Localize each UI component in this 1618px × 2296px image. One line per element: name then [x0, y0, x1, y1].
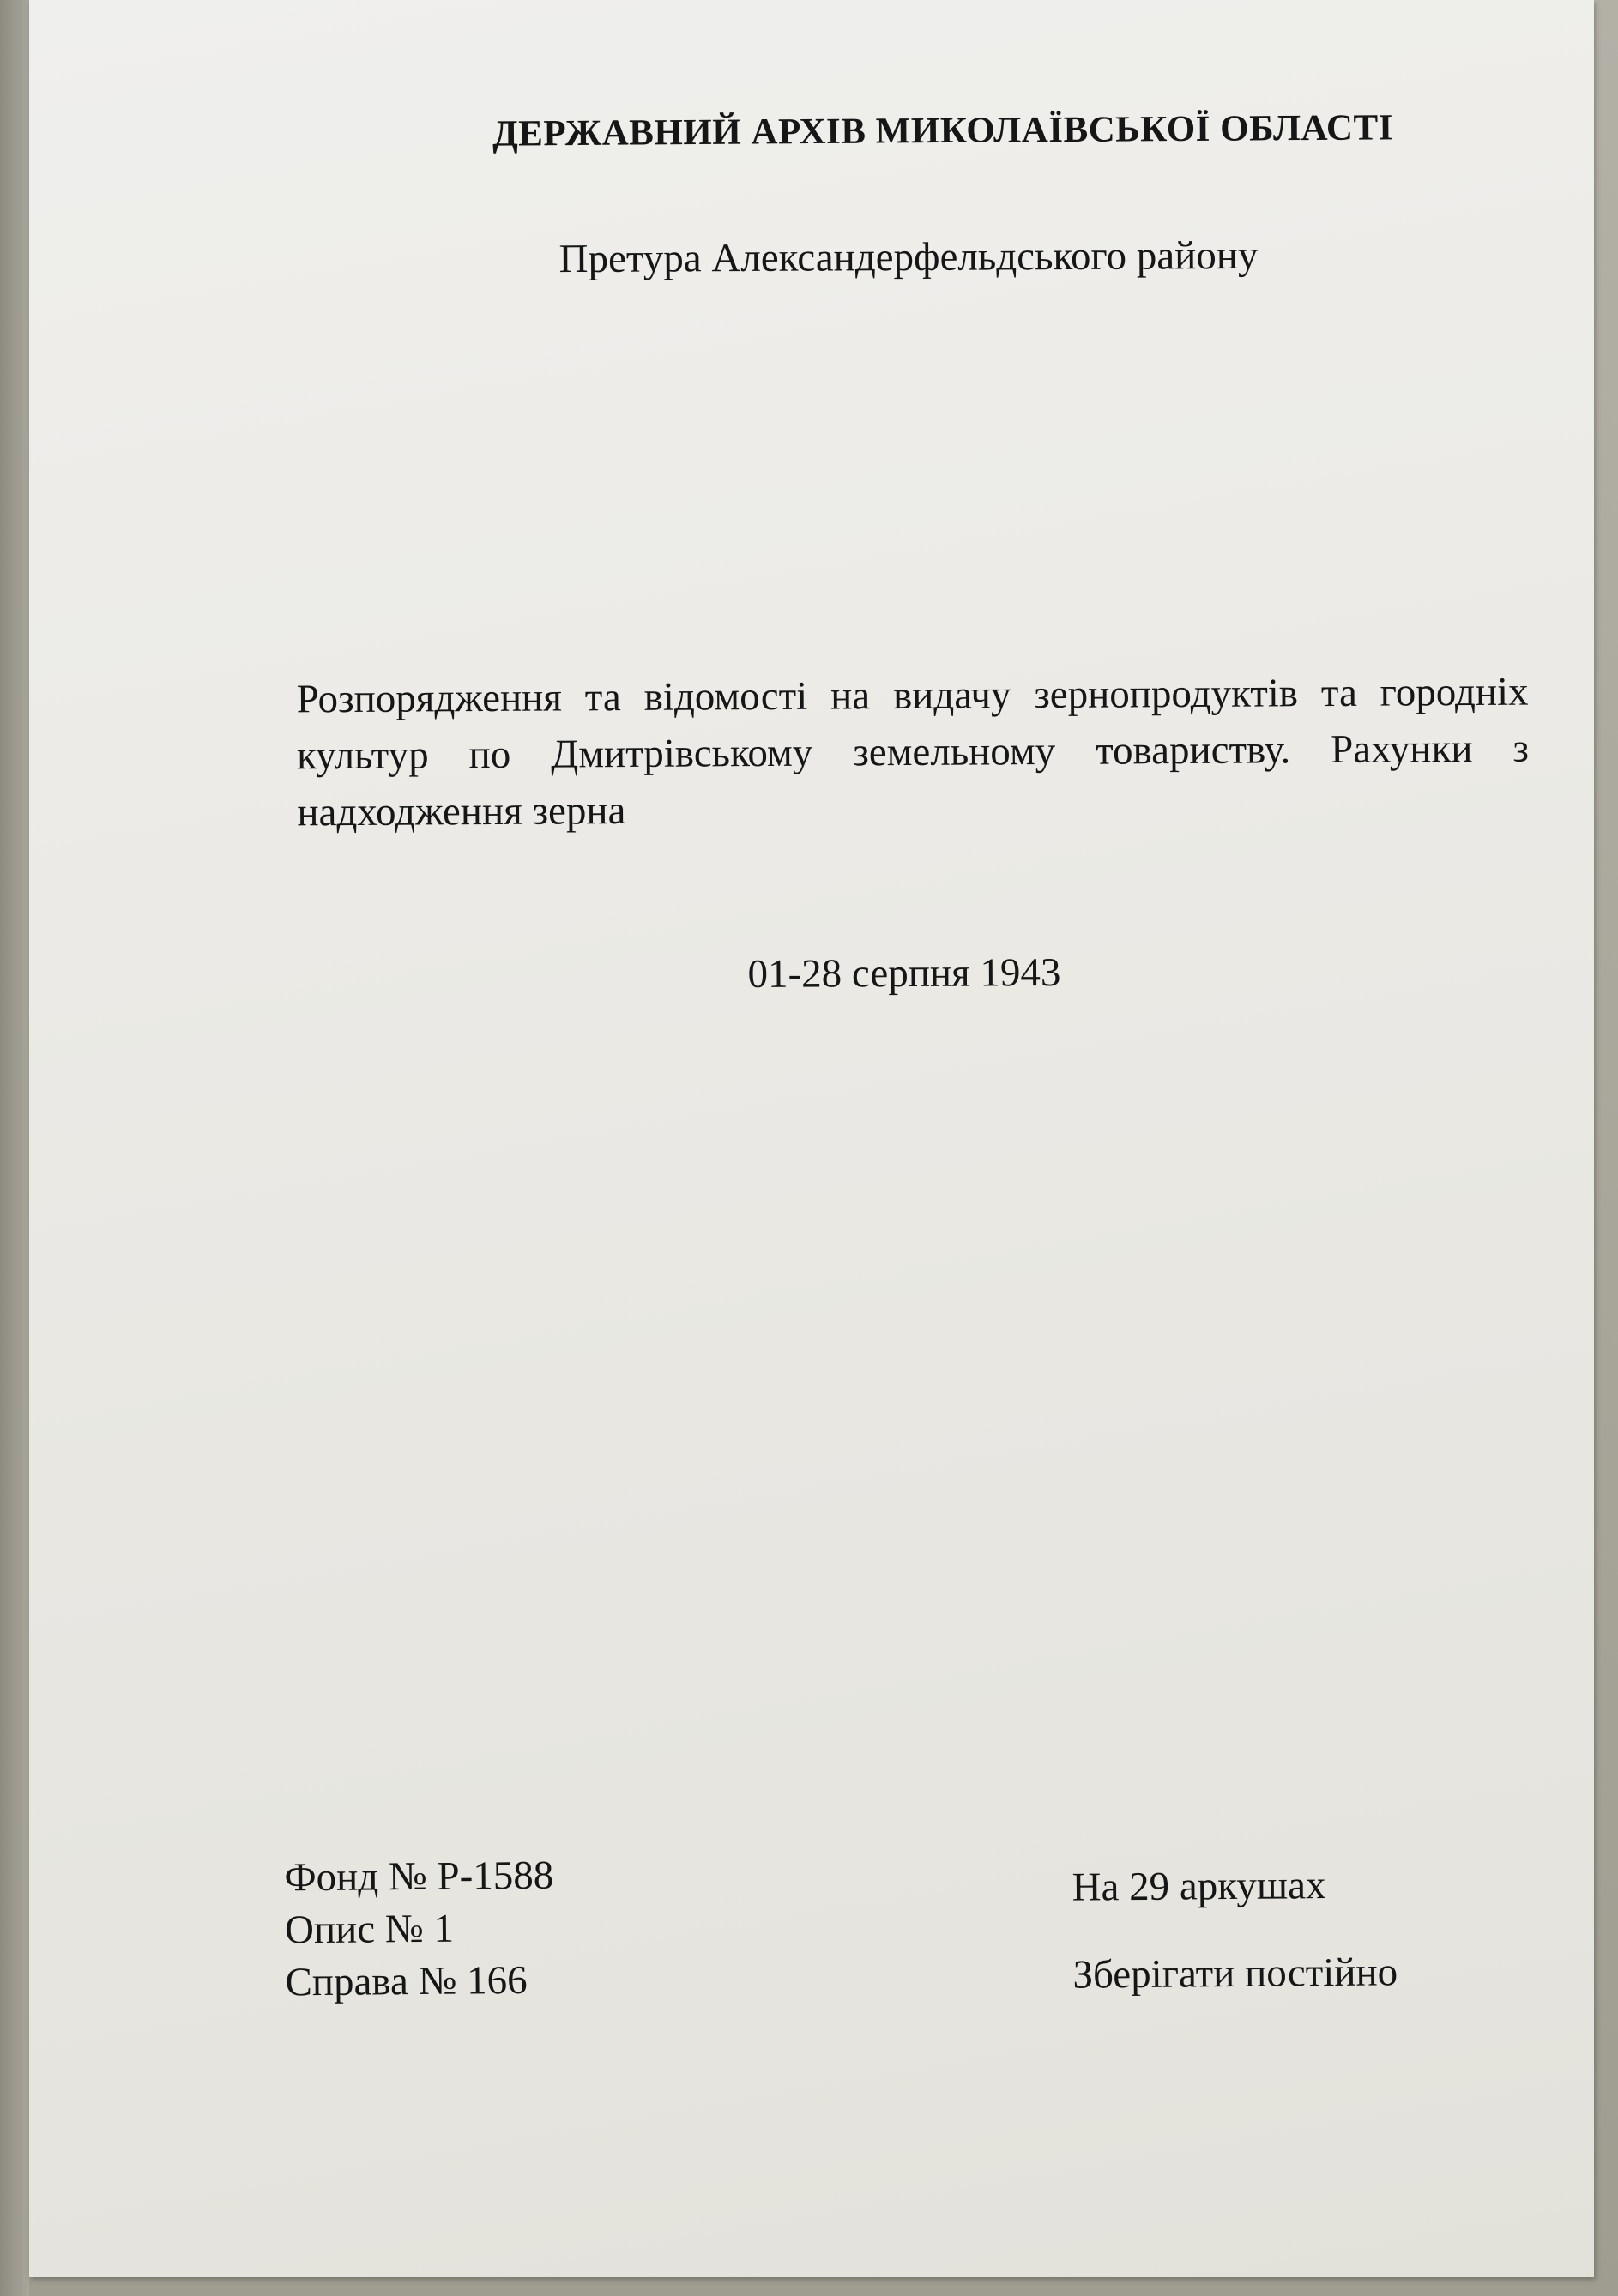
date-range: 01-28 серпня 1943: [747, 950, 1061, 997]
archive-cover-page: [29, 0, 1594, 2277]
storage-info-block: [1072, 1861, 1398, 1998]
retention-note: Зберігати постійно: [1072, 1949, 1398, 1998]
sheet-count: На 29 аркушах: [1072, 1863, 1326, 1910]
inventory-number: Опис № 1: [284, 1906, 455, 1953]
case-description: Розпорядження та відомості на видачу зернопродуктів та городніх культур по Дмитрівському земельному товариству. Рахунки з надходження зерна: [296, 669, 1530, 835]
archive-title: ДЕРЖАВНИЙ АРХІВ МИКОЛАЇВСЬКОЇ ОБЛАСТІ: [492, 107, 1394, 154]
fund-reference-block: [284, 1850, 554, 2010]
fund-number: Фонд № Р-1588: [284, 1853, 554, 1901]
page-left-edge: [0, 0, 29, 2296]
case-number: Справа № 166: [285, 1957, 528, 2005]
institution-name: Претура Александерфельдського району: [558, 232, 1259, 282]
